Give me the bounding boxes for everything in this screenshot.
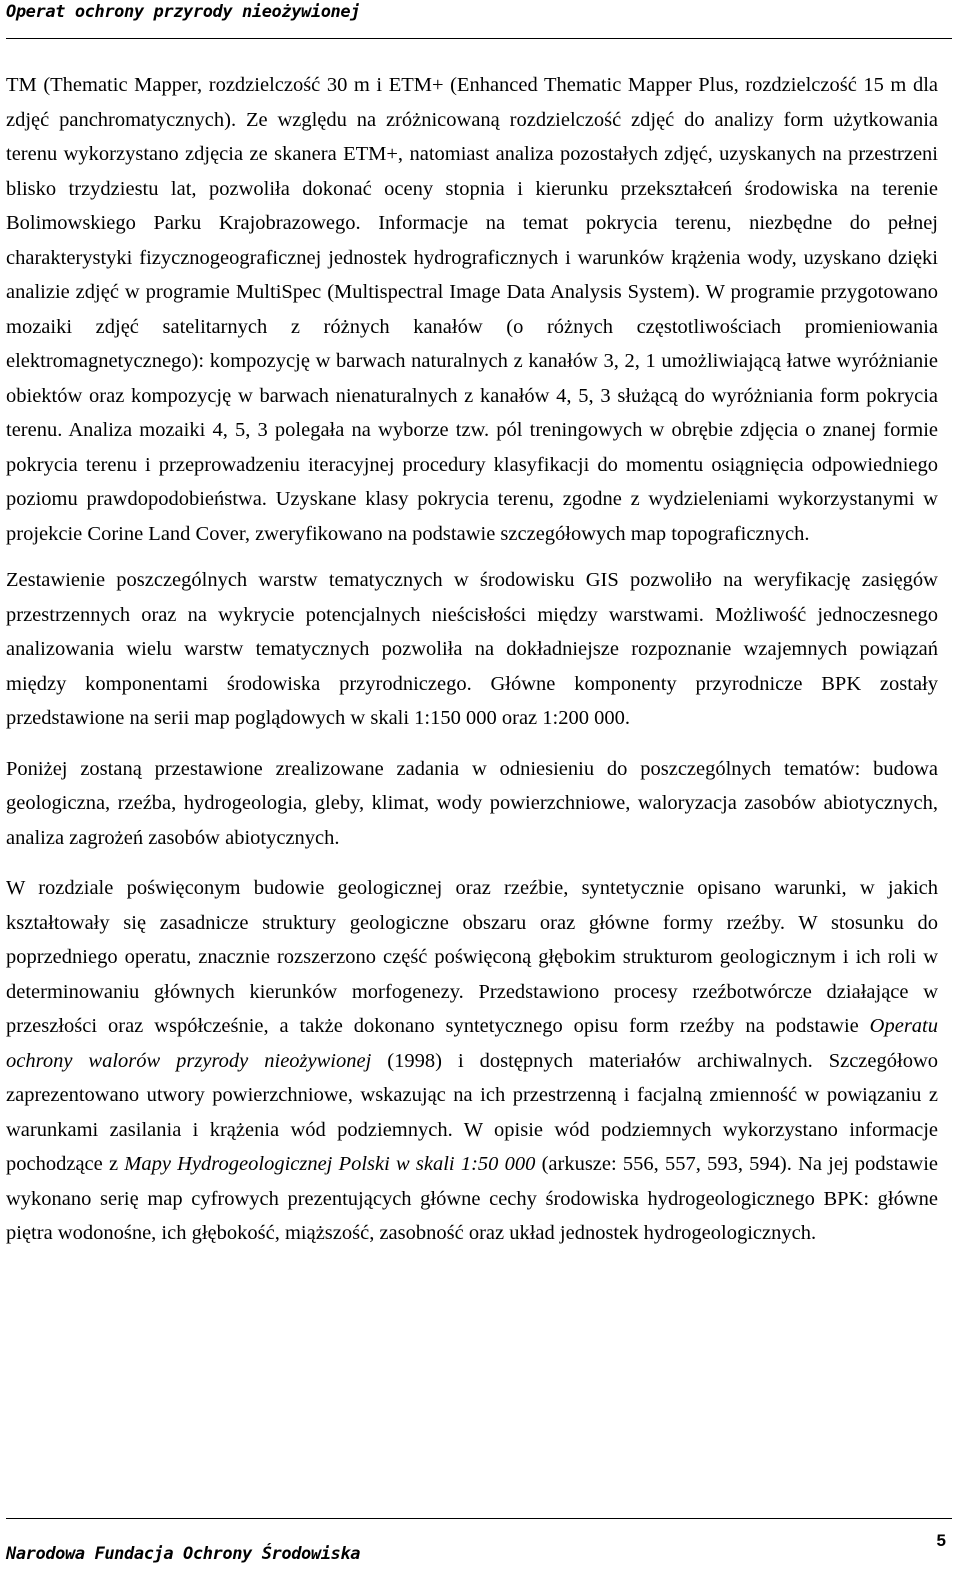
paragraph-text: (arkusze: 556, 557, 593, 594). Na jej podstawie wykonano serię map cyfrowych prezentujących główne cechy środowiska hydrogeologicznego BPK: główne piętra wodonośne, ich głębokość, miąższość, zasobność oraz układ jednostek hydrogeologicznych.	[6, 1153, 938, 1244]
cited-title: Operatu ochrony walorów przyrody nieożywionej	[6, 1015, 938, 1072]
page-number: 5	[936, 1531, 946, 1550]
paragraph	[6, 752, 938, 856]
paragraph-text: TM (Thematic Mapper, rozdzielczość 30 m i ETM+ (Enhanced Thematic Mapper Plus, rozdzielczość 15 m dla zdjęć panchromatycznych). Ze względu na zróżnicowaną rozdzielczość zdjęć do analizy form użytkowania terenu wykorzystano zdjęcia ze skanera ETM+, natomiast analiza pozostałych zdjęć, uzyskanych na przestrzeni blisko trzydziestu lat, pozwoliła dokonać oceny stopnia i kierunku przekształceń środowiska na terenie Bolimowskiego Parku Krajobrazowego. Informacje na temat pokrycia terenu, niezbędne do pełnej charakterystyki fizycznogeograficznej jednostek hydrograficznych i warunków krążenia wody, uzyskano dzięki analizie zdjęć w programie MultiSpec (Multispectral Image Data Analysis System). W programie przygotowano mozaiki zdjęć satelitarnych z różnych kanałów (o różnych częstotliwościach promieniowania elektromagnetycznego): kompozycję w barwach naturalnych z kanałów 3, 2, 1 umożliwiającą łatwe wyróżnianie obiektów oraz kompozycję w barwach nienaturalnych z kanałów 4, 5, 3 służącą do wyróżniania form pokrycia terenu. Analiza mozaiki 4, 5, 3 polegała na wyborze tzw. pól treningowych w obrębie zdjęcia o znanej formie pokrycia terenu i przeprowadzeniu iteracyjnej procedury klasyfikacji do momentu osiągnięcia odpowiedniego poziomu prawdopodobieństwa. Uzyskane klasy pokrycia terenu, zgodne z wydzieleniami wykorzystanymi w projekcie Corine Land Cover, zweryfikowano na podstawie szczegółowych map topograficznych.	[6, 74, 938, 545]
paragraph-text: W rozdziale poświęconym budowie geologicznej oraz rzeźbie, syntetycznie opisano warunki, w jakich kształtowały się zasadnicze struktury geologiczne obszaru oraz główne formy rzeźby. W stosunku do poprzedniego operatu, znacznie rozszerzono część poświęconą głębokim strukturom geologicznym i ich roli w determinowaniu głównych kierunków morfogenezy. Przedstawiono procesy rzeźbotwórcze działające w przeszłości oraz współcześnie, a także dokonano syntetycznego opisu form rzeźby na podstawie	[6, 877, 938, 1037]
paragraph	[6, 563, 938, 736]
paragraph-text: Zestawienie poszczególnych warstw tematycznych w środowisku GIS pozwoliło na weryfikację zasięgów przestrzennych oraz na wykrycie potencjalnych nieścisłości między warstwami. Możliwość jednoczesnego analizowania wielu warstw tematycznych pozwoliła na dokładniejsze rozpoznanie wzajemnych powiązań między komponentami środowiska przyrodniczego. Główne komponenty przyrodnicze BPK zostały przedstawione na serii map poglądowych w skali 1:150 000 oraz 1:200 000.	[6, 569, 938, 729]
paragraph	[6, 68, 938, 551]
document-body	[6, 68, 938, 1267]
paragraph-text: Poniżej zostaną przestawione zrealizowane zadania w odniesieniu do poszczególnych tematów: budowa geologiczna, rzeźba, hydrogeologia, gleby, klimat, wody powierzchniowe, waloryzacja zasobów abiotycznych, analiza zagrożeń zasobów abiotycznych.	[6, 757, 938, 849]
paragraph	[6, 871, 938, 1251]
cited-title: Mapy Hydrogeologicznej Polski w skali 1:50 000	[124, 1153, 536, 1175]
page-footer	[6, 1518, 952, 1579]
paragraph-text: (1998) i dostępnych materiałów archiwalnych. Szczegółowo zaprezentowano utwory powierzchniowe, wskazując na ich przestrzenną i facjalną zmienność w powiązaniu z warunkami zasilania i krążenia wód podziemnych. W opisie wód podziemnych wykorzystano informacje pochodzące z	[6, 1049, 938, 1175]
document-title: Operat ochrony przyrody nieożywionej	[6, 2, 361, 22]
page-header	[6, 0, 952, 39]
footer-organization: Narodowa Fundacja Ochrony Środowiska	[6, 1544, 361, 1564]
